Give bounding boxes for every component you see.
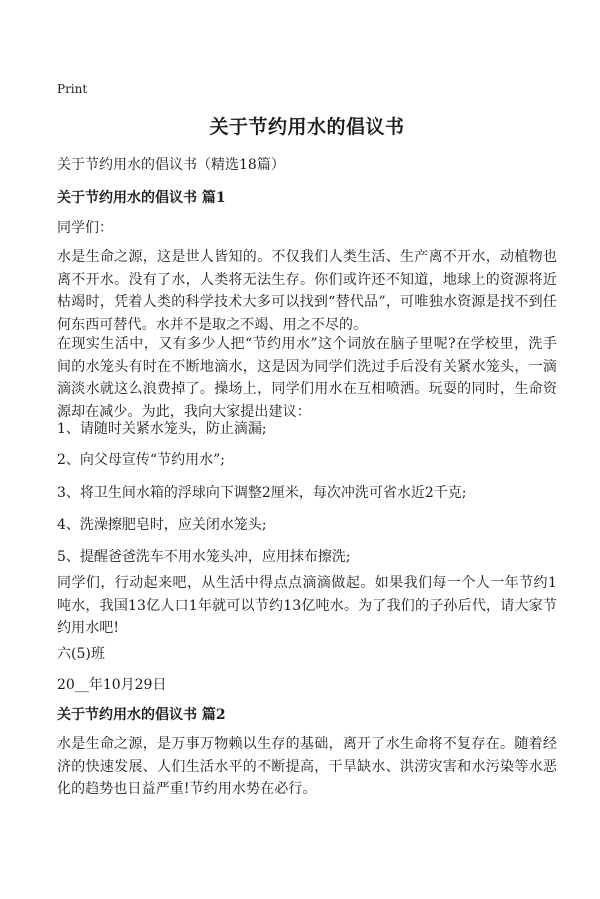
section1-date: 20__年10月29日 xyxy=(57,677,167,693)
section1-paragraph-1: 水是生命之源，这是世人皆知的。不仅我们人类生活、生产离不开水，动植物也离不开水。没有了水，人类将无法生存。你们或许还不知道，地球上的资源将近枯竭时，凭着人类的科学技术大多可以找到“替代品”，可唯独水资源是找不到任何东西可替代。水并不是取之不竭、用之不尽的。 xyxy=(57,249,557,333)
section1-heading: 关于节约用水的倡议书 篇1 xyxy=(57,190,226,206)
section1-paragraph-3: 同学们，行动起来吧，从生活中得点点滴滴做起。如果我们每一个人一年节约1吨水，我国13亿人口1年就可以节约13亿吨水。为了我们的子孙后代，请大家节约用水吧! xyxy=(57,575,557,636)
section1-greeting: 同学们： xyxy=(57,220,113,236)
suggestion-item-2: 2、向父母宣传“节约用水”; xyxy=(57,452,225,468)
suggestion-item-1: 1、请随时关紧水笼头，防止滴漏; xyxy=(57,421,267,437)
document-title: 关于节约用水的倡议书 xyxy=(209,116,405,138)
section2-paragraph-1: 水是生命之源，是万事万物赖以生存的基础，离开了水生命将不复存在。随着经济的快速发展、人们生活水平的不断提高，干旱缺水、洪涝灾害和水污染等水恶化的趋势也日益严重!节约用水势在必行。 xyxy=(57,736,557,797)
section1-signature: 六(5)班 xyxy=(57,646,105,662)
section1-paragraph-2: 在现实生活中，又有多少人把“节约用水”这个词放在脑子里呢?在学校里，洗手间的水笼头有时在不断地滴水，这是因为同学们洗过手后没有关紧水笼头，一滴滴淡水就这么浪费掉了。操场上，同学们用水在互相喷洒。玩耍的同时，生命资源却在减少。为此，我向大家提出建议： xyxy=(57,336,557,420)
suggestion-item-3: 3、将卫生间水箱的浮球向下调整2厘米，每次冲洗可省水近2千克; xyxy=(57,485,467,501)
document-subtitle: 关于节约用水的倡议书（精选18篇） xyxy=(57,157,285,173)
print-link[interactable]: Print xyxy=(57,82,88,96)
suggestion-item-5: 5、提醒爸爸洗车不用水笼头冲，应用抹布擦洗; xyxy=(57,549,351,565)
section2-heading: 关于节约用水的倡议书 篇2 xyxy=(57,707,226,723)
suggestion-item-4: 4、洗澡擦肥皂时，应关闭水笼头; xyxy=(57,517,267,533)
